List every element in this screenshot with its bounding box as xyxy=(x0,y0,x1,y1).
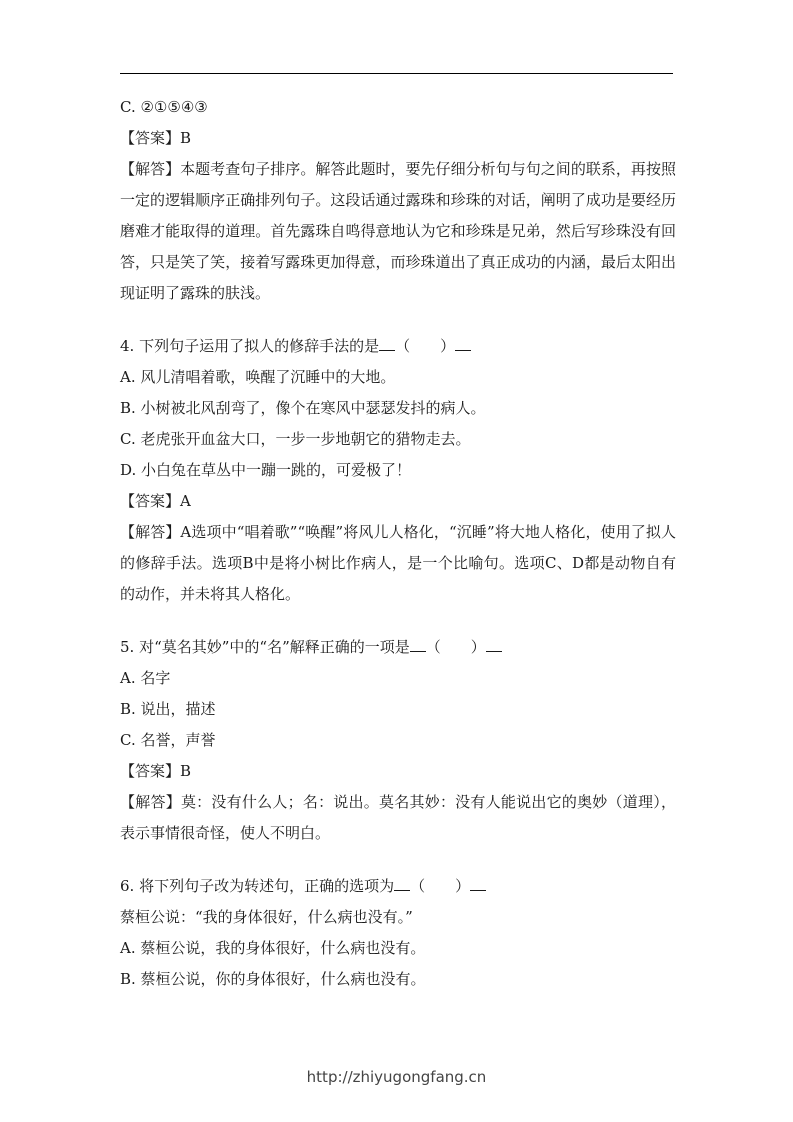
answer-blank xyxy=(394,878,410,891)
footer-url: http://zhiyugongfang.cn xyxy=(306,1068,487,1086)
analysis-text: 【解答】A选项中“唱着歌”“唤醒”将风儿人格化，“沉睡”将大地人格化，使用了拟人的修辞手法。选项B中是将小树比作病人，是一个比喻句。选项C、D都是动物自有的动作，并未将其人格化。 xyxy=(120,523,676,603)
option-c: C. 老虎张开血盆大口，一步一步地朝它的猎物走去。 xyxy=(120,430,471,448)
option-a: A. 名字 xyxy=(120,669,171,687)
answer-paren: （ ） xyxy=(425,638,486,656)
question-stem xyxy=(120,331,676,362)
answer-blank xyxy=(470,878,486,891)
question-5 xyxy=(120,632,676,849)
option-d: D. 小白兔在草丛中一蹦一跳的，可爱极了！ xyxy=(120,461,412,479)
question-stem xyxy=(120,632,676,663)
answer-label: 【答案】A xyxy=(120,492,191,510)
answer-blank xyxy=(379,338,395,351)
answer-paren: （ ） xyxy=(410,877,471,895)
question-6 xyxy=(120,871,676,995)
answer-paren: （ ） xyxy=(395,337,456,355)
answer-blank xyxy=(486,639,502,652)
question-stem xyxy=(120,871,676,902)
option-c: C. ②①⑤④③ xyxy=(120,98,208,116)
document-body xyxy=(120,92,676,995)
question-3-tail xyxy=(120,92,676,309)
answer-blank xyxy=(455,338,471,351)
option-c: C. 名誉，声誉 xyxy=(120,731,216,749)
question-stem-text: 4. 下列句子运用了拟人的修辞手法的是 xyxy=(120,337,380,355)
quoted-sentence: 蔡桓公说：“我的身体很好，什么病也没有。” xyxy=(120,908,413,926)
answer-blank xyxy=(410,639,426,652)
analysis-text: 【解答】莫：没有什么人；名：说出。莫名其妙：没有人能说出它的奥妙（道理），表示事情很奇怪，使人不明白。 xyxy=(120,793,676,842)
answer-label: 【答案】B xyxy=(120,762,192,780)
option-b: B. 说出，描述 xyxy=(120,700,216,718)
question-stem-text: 6. 将下列句子改为转述句，正确的选项为 xyxy=(120,877,395,895)
option-b: B. 小树被北风刮弯了，像个在寒风中瑟瑟发抖的病人。 xyxy=(120,399,486,417)
answer-label: 【答案】B xyxy=(120,129,192,147)
option-b: B. 蔡桓公说，你的身体很好，什么病也没有。 xyxy=(120,970,426,988)
option-a: A. 风儿清唱着歌，唤醒了沉睡中的大地。 xyxy=(120,368,396,386)
analysis-text: 【解答】本题考查句子排序。解答此题时，要先仔细分析句与句之间的联系，再按照一定的逻辑顺序正确排列句子。这段话通过露珠和珍珠的对话，阐明了成功是要经历磨难才能取得的道理。首先露珠自鸣得意地认为它和珍珠是兄弟，然后写珍珠没有回答，只是笑了笑，接着写露珠更加得意，而珍珠道出了真正成功的内涵，最后太阳出现证明了露珠的肤浅。 xyxy=(120,160,676,302)
question-4 xyxy=(120,331,676,610)
option-a: A. 蔡桓公说，我的身体很好，什么病也没有。 xyxy=(120,939,426,957)
header-rule xyxy=(120,73,673,74)
question-stem-text: 5. 对“莫名其妙”中的“名”解释正确的一项是 xyxy=(120,638,410,656)
